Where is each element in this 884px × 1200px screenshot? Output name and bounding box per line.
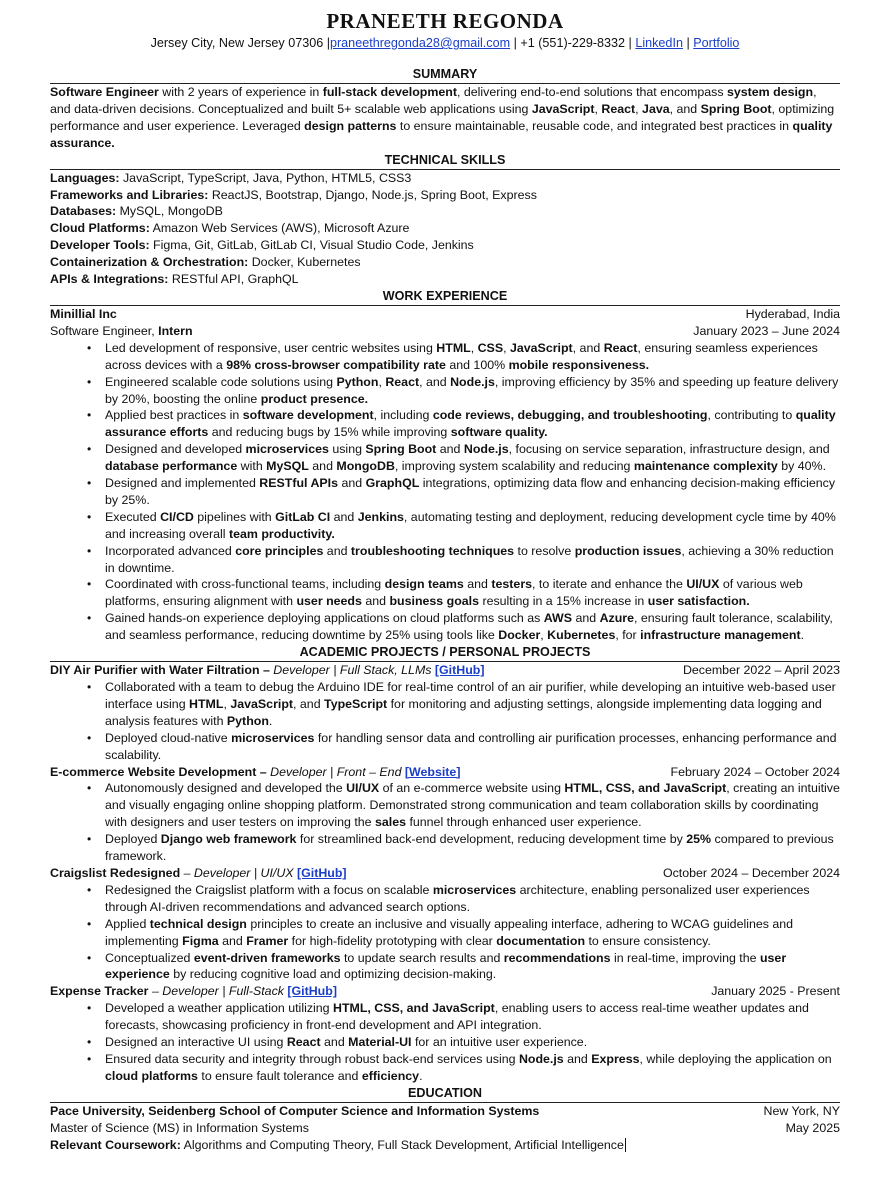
text-run: and <box>563 1051 592 1066</box>
bold-run: quality assurance efforts <box>105 408 836 440</box>
text-run: for high-fidelity prototyping with clear <box>288 933 497 948</box>
bold-run: Python <box>226 713 269 728</box>
text-run: , and <box>293 696 325 711</box>
bold-run: microservices <box>231 730 315 745</box>
bullet-item <box>105 407 840 441</box>
text-run: , optimizing performance and user experience. Leveraged <box>50 101 835 133</box>
bold-run: React <box>603 340 638 355</box>
coursework-row <box>50 1137 840 1154</box>
project-meta: – Developer | Full-Stack <box>148 984 288 999</box>
text-run: to update search results and <box>340 950 504 965</box>
text-run: by reducing cognitive load and optimizing decision-making. <box>169 967 497 982</box>
text-run: , <box>635 101 643 116</box>
skill-row <box>50 170 840 187</box>
bold-run: technical design <box>149 916 247 931</box>
bullet-item <box>105 509 840 543</box>
bold-run: HTML <box>189 696 224 711</box>
text-run: to ensure consistency. <box>585 933 711 948</box>
bold-run: system design <box>726 85 814 99</box>
role-type: Intern <box>158 323 193 338</box>
text-run: to ensure maintainable, reusable code, and integrated best practices in <box>396 118 793 133</box>
bullet-item <box>105 679 840 730</box>
bold-run: business goals <box>389 594 479 609</box>
text-run: to resolve <box>514 543 575 558</box>
project-name: DIY Air Purifier with Water Filtration – <box>50 663 270 678</box>
bold-run: Figma <box>182 933 219 948</box>
bullet-item <box>105 543 840 577</box>
bold-run: documentation <box>496 933 586 948</box>
role-title: Software Engineer, <box>50 323 159 338</box>
bold-run: Express <box>591 1051 640 1066</box>
text-run: Executed <box>105 509 161 524</box>
text-run: Ensured data security and integrity through robust back-end services using <box>105 1051 519 1066</box>
bold-run: sales <box>374 815 406 830</box>
bold-run: CSS <box>477 340 504 355</box>
text-run: Gained hands-on experience deploying applications on cloud platforms such as <box>105 611 544 626</box>
text-run: and <box>436 442 464 457</box>
degree-name: Master of Science (MS) in Information Systems <box>50 1120 309 1135</box>
project-dates: January 2025 - Present <box>711 984 840 999</box>
skill-label: Developer Tools: <box>50 238 150 253</box>
skills-heading: TECHNICAL SKILLS <box>50 152 840 170</box>
text-run: to ensure fault tolerance and <box>197 1068 362 1083</box>
bold-run: full-stack development <box>322 85 457 99</box>
text-run: with 2 years of experience in <box>158 85 323 99</box>
summary-heading: SUMMARY <box>50 66 840 84</box>
bold-run: AWS <box>543 611 573 626</box>
text-run: , <box>540 628 548 643</box>
text-run: , while deploying the application on <box>639 1051 832 1066</box>
skill-label: APIs & Integrations: <box>50 272 169 287</box>
bold-run: efficiency <box>361 1068 420 1083</box>
text-run: . <box>800 628 805 643</box>
contact-phone: | +1 (551)-229-8332 | <box>510 36 636 50</box>
bullet-item <box>105 374 840 408</box>
coursework-list: Algorithms and Computing Theory, Full Stack Development, Artificial Intelligence <box>180 1137 624 1152</box>
text-run: Designed and developed <box>105 442 246 457</box>
degree-row <box>50 1120 840 1137</box>
bold-run: Spring Boot <box>365 442 437 457</box>
resume-page <box>50 8 840 1153</box>
skill-value: Docker, Kubernetes <box>248 255 361 270</box>
skill-row <box>50 254 840 271</box>
bold-run: HTML, CSS, and JavaScript <box>333 1001 495 1016</box>
bold-run: Docker <box>498 628 541 643</box>
bullet-item <box>105 610 840 644</box>
text-run: and <box>463 577 492 592</box>
text-run: and <box>320 1035 349 1050</box>
bold-run: Node.js <box>463 442 509 457</box>
text-run: Designed and implemented <box>105 476 260 491</box>
text-run: for streamlined back-end development, reducing development time by <box>296 832 687 847</box>
coursework-label: Relevant Coursework: <box>50 1137 181 1152</box>
bold-run: Spring Boot <box>700 101 772 116</box>
text-run: , and <box>419 374 451 389</box>
text-run: using <box>328 442 366 457</box>
bold-run: Material-UI <box>348 1035 412 1050</box>
text-run: for monitoring and adjusting settings, alongside implementing data logging and analysis features with <box>105 696 822 728</box>
text-run: and <box>572 611 600 626</box>
bold-run: team productivity. <box>228 526 335 541</box>
project-name: Craigslist Redesigned <box>50 865 181 880</box>
skill-row <box>50 203 840 220</box>
skill-row <box>50 187 840 204</box>
project-title <box>50 662 484 679</box>
skill-value: MySQL, MongoDB <box>116 204 223 219</box>
text-run: by 40%. <box>777 459 827 474</box>
text-run: pipelines with <box>193 509 276 524</box>
project-header <box>50 865 840 882</box>
skill-row <box>50 271 840 288</box>
bullet-item <box>105 576 840 610</box>
bullet-item <box>105 1051 840 1085</box>
text-run: and <box>361 594 390 609</box>
bold-run: MongoDB <box>336 459 395 474</box>
skill-value: ReactJS, Bootstrap, Django, Node.js, Spring Boot, Express <box>208 187 537 202</box>
skill-label: Containerization & Orchestration: <box>50 255 249 270</box>
bold-run: database performance <box>105 459 238 474</box>
text-run: and reducing bugs by 15% while improving <box>208 425 451 440</box>
bold-run: infrastructure management <box>640 628 801 643</box>
bullet-item <box>105 831 840 865</box>
text-run: , achieving a 30% reduction in downtime. <box>105 543 834 575</box>
bold-run: product presence. <box>260 391 369 406</box>
text-run: compared to previous framework. <box>105 832 834 864</box>
text-run: Deployed cloud-native <box>105 730 232 745</box>
bold-run: troubleshooting techniques <box>350 543 515 558</box>
text-run: Applied <box>105 916 150 931</box>
contact-location: Jersey City, New Jersey 07306 | <box>150 36 330 50</box>
project-title <box>50 983 337 1000</box>
bold-run: testers <box>491 577 533 592</box>
bold-run: GitLab CI <box>275 509 331 524</box>
project-header <box>50 764 840 781</box>
education-heading: EDUCATION <box>50 1085 840 1103</box>
text-run: and <box>218 933 247 948</box>
project-meta: Developer | Front – End <box>266 764 405 779</box>
bold-run: Software Engineer <box>50 85 159 99</box>
job-role <box>50 323 193 340</box>
candidate-name: PRANEETH REGONDA <box>326 9 564 33</box>
skill-label: Frameworks and Libraries: <box>50 187 209 202</box>
school-name: Pace University, Seidenberg School of Computer Science and Information Systems <box>50 1103 540 1118</box>
project-bullets <box>50 780 840 865</box>
bullet-item <box>105 340 840 374</box>
text-run: , improving efficiency by 35% and speeding up feature delivery by 20%, boosting the online <box>105 374 839 406</box>
job-dates: January 2023 – June 2024 <box>693 323 840 338</box>
project-title <box>50 865 347 882</box>
text-run: , <box>503 340 510 355</box>
contact-line <box>50 34 840 52</box>
text-run: , delivering end-to-end solutions that encompass <box>456 85 727 99</box>
skill-row <box>50 220 840 237</box>
text-run: Designed an interactive UI using <box>105 1035 287 1050</box>
project-title <box>50 764 460 781</box>
bullet-item <box>105 882 840 916</box>
bold-run: JavaScript <box>230 696 294 711</box>
text-run: for an intuitive user experience. <box>411 1035 588 1050</box>
text-run: , and <box>669 101 701 116</box>
text-run: Coordinated with cross-functional teams, including <box>105 577 385 592</box>
bullet-item <box>105 441 840 475</box>
text-run: funnel through enhanced user experience. <box>406 815 642 830</box>
projects-heading: ACADEMIC PROJECTS / PERSONAL PROJECTS <box>50 644 840 662</box>
text-run: for handling sensor data and controlling air purification processes, enhancing performance and scalability. <box>105 730 837 762</box>
text-run: , <box>470 340 478 355</box>
text-run: , focusing on service separation, infrastructure design, and <box>508 442 830 457</box>
project-dates: October 2024 – December 2024 <box>662 865 840 880</box>
project-bullets <box>50 679 840 764</box>
skill-value: Figma, Git, GitLab, GitLab CI, Visual Studio Code, Jenkins <box>149 238 474 253</box>
bullet-item <box>105 1034 840 1051</box>
github-link[interactable]: [GitHub] <box>297 865 347 880</box>
bold-run: JavaScript <box>531 101 595 116</box>
bold-run: microservices <box>432 882 517 897</box>
text-run: and <box>308 459 337 474</box>
bullet-item <box>105 950 840 984</box>
bold-run: maintenance complexity <box>633 459 778 474</box>
skill-label: Languages: <box>50 170 120 185</box>
school-location: New York, NY <box>763 1103 840 1118</box>
bold-run: quality assurance. <box>50 118 833 150</box>
bold-run: core principles <box>235 543 324 558</box>
text-run: , <box>378 374 386 389</box>
text-run: in real-time, improving the <box>610 950 760 965</box>
text-run: , creating an intuitive and visually engaging online shopping platform. Demonstrated strong communication and team collaboration skills by coordinating with designers and user testers on improving the <box>105 781 840 830</box>
bold-run: event-driven frameworks <box>193 950 341 965</box>
bold-run: cloud platforms <box>105 1068 198 1083</box>
text-run: of various web platforms, ensuring alignment with <box>105 577 803 609</box>
bold-run: software quality. <box>450 425 548 440</box>
github-link[interactable]: [GitHub] <box>434 663 485 678</box>
github-link[interactable]: [GitHub] <box>287 984 337 999</box>
bold-run: React <box>385 374 420 389</box>
skill-value: RESTful API, GraphQL <box>168 272 299 287</box>
bold-run: MySQL <box>266 459 309 474</box>
text-run: Deployed <box>105 832 161 847</box>
bold-run: code reviews, debugging, and troubleshooting <box>432 408 708 423</box>
text-run: , improving system scalability and reducing <box>394 459 634 474</box>
project-header <box>50 983 840 1000</box>
skill-label: Databases: <box>50 204 117 219</box>
text-run: , enabling users to access real-time weather updates and forecasts, showcasing proficiency in front-end development and API integration. <box>105 1001 809 1033</box>
bold-run: Node.js <box>450 374 495 389</box>
text-run: architecture, enabling personalized user experiences through AI-driven recommendations and advanced search options. <box>105 882 810 914</box>
bold-run: Kubernetes <box>547 628 616 643</box>
bold-run: production issues <box>574 543 682 558</box>
portfolio-link[interactable]: Portfolio <box>693 36 740 50</box>
job-bullets <box>50 340 840 644</box>
bold-run: React <box>601 101 636 116</box>
project-meta: Developer | Full Stack, LLMs <box>269 663 435 678</box>
bold-run: design patterns <box>304 118 397 133</box>
bold-run: RESTful APIs <box>259 476 339 491</box>
project-name: E-commerce Website Development – <box>50 764 267 779</box>
bullet-item <box>105 1000 840 1034</box>
bold-run: Django web framework <box>160 832 297 847</box>
job-header <box>50 306 840 323</box>
text-run: of an e-commerce website using <box>379 781 565 796</box>
text-run: , and <box>572 340 604 355</box>
text-run: , <box>594 101 602 116</box>
text-run: , contributing to <box>707 408 796 423</box>
text-run: principles to create an inclusive and visually appealing interface, adhering to WCAG guidelines and implementing <box>105 916 794 948</box>
bold-run: Node.js <box>518 1051 564 1066</box>
bold-run: Java <box>642 101 670 116</box>
bullet-item <box>105 475 840 509</box>
text-run: resulting in a 15% increase in <box>479 594 648 609</box>
project-dates: February 2024 – October 2024 <box>670 764 840 779</box>
bold-run: user satisfaction. <box>647 594 750 609</box>
bold-run: Python <box>336 374 379 389</box>
linkedin-link[interactable]: LinkedIn <box>635 36 683 50</box>
bold-run: CI/CD <box>160 509 194 524</box>
bold-run: microservices <box>245 442 329 457</box>
text-run: Developed a weather application utilizing <box>105 1001 333 1016</box>
text-run: Led development of responsive, user centric websites using <box>105 340 437 355</box>
text-run: and <box>323 543 351 558</box>
project-name: Expense Tracker <box>50 984 149 999</box>
text-run: Collaborated with a team to debug the Arduino IDE for real-time control of an air purifier, while developing an intuitive web-based user interface using <box>105 680 836 711</box>
bold-run: user experience <box>105 950 787 982</box>
education-row <box>50 1103 840 1120</box>
bold-run: user needs <box>296 594 362 609</box>
text-run: , ensuring fault tolerance, scalability, and seamless performance, reducing downtime by 25% using tools like <box>105 611 833 643</box>
job-role-row <box>50 323 840 340</box>
bold-run: recommendations <box>503 950 611 965</box>
email-link[interactable]: praneethregonda28@gmail.com <box>329 36 511 50</box>
text-run: Redesigned the Craigslist platform with a focus on scalable <box>105 882 433 897</box>
bold-run: UI/UX <box>346 781 380 796</box>
text-run: integrations, optimizing data flow and enhancing decision-making efficiency by 25%. <box>105 476 836 507</box>
project-bullets <box>50 882 840 983</box>
job-location: Hyderabad, India <box>745 306 840 321</box>
text-run: and <box>330 509 358 524</box>
text-run: , <box>223 696 231 711</box>
bold-run: 98% cross-browser compatibility rate <box>226 357 446 372</box>
project-bullets <box>50 1000 840 1085</box>
text-run: , including <box>373 408 433 423</box>
skill-value: Amazon Web Services (AWS), Microsoft Azure <box>149 221 410 236</box>
bold-run: Jenkins <box>357 509 404 524</box>
project-meta: – Developer | UI/UX <box>180 865 297 880</box>
bold-run: UI/UX <box>686 577 720 592</box>
text-run: Applied best practices in <box>105 408 243 423</box>
bold-run: 25% <box>686 832 712 847</box>
skill-label: Cloud Platforms: <box>50 221 150 236</box>
bullet-item <box>105 730 840 764</box>
experience-heading: WORK EXPERIENCE <box>50 288 840 306</box>
degree-date: May 2025 <box>785 1120 840 1135</box>
text-run: Engineered scalable code solutions using <box>105 374 337 389</box>
bold-run: TypeScript <box>324 696 388 711</box>
bold-run: mobile responsiveness. <box>508 357 650 372</box>
text-run: , ensuring seamless experiences across devices with a <box>105 340 818 372</box>
text-run: , to iterate and enhance the <box>532 577 687 592</box>
text-run: , and data-driven decisions. Conceptualized and built 5+ scalable web applications using <box>50 85 817 116</box>
skill-value: JavaScript, TypeScript, Java, Python, HTML5, CSS3 <box>119 170 412 185</box>
text-run: Autonomously designed and developed the <box>105 781 347 796</box>
bold-run: Framer <box>246 933 289 948</box>
website-link[interactable]: [Website] <box>404 764 461 779</box>
text-run: . <box>419 1068 423 1083</box>
bold-run: HTML, CSS, and JavaScript <box>564 781 727 796</box>
bullet-item <box>105 780 840 831</box>
skills-list <box>50 170 840 288</box>
bullet-item <box>105 916 840 950</box>
project-dates: December 2022 – April 2023 <box>682 663 840 678</box>
text-run: with <box>237 459 267 474</box>
skill-row <box>50 237 840 254</box>
text-run: , for <box>615 628 641 643</box>
contact-separator: | <box>682 36 694 50</box>
text-run: , automating testing and deployment, reducing development cycle time by 40% and increasing overall <box>105 509 836 541</box>
text-run: and <box>338 476 366 491</box>
text-run: . <box>268 713 273 728</box>
project-header <box>50 662 840 679</box>
bold-run: software development <box>242 408 374 423</box>
bold-run: design teams <box>384 577 464 592</box>
bold-run: HTML <box>436 340 471 355</box>
text-run: Conceptualized <box>105 950 194 965</box>
summary-text <box>50 84 840 152</box>
text-run: and 100% <box>445 357 509 372</box>
text-run: Incorporated advanced <box>105 543 236 558</box>
company-name: Minillial Inc <box>50 306 117 321</box>
bold-run: React <box>286 1035 321 1050</box>
bold-run: Azure <box>599 611 635 626</box>
bold-run: JavaScript <box>509 340 573 355</box>
bold-run: GraphQL <box>365 476 420 491</box>
